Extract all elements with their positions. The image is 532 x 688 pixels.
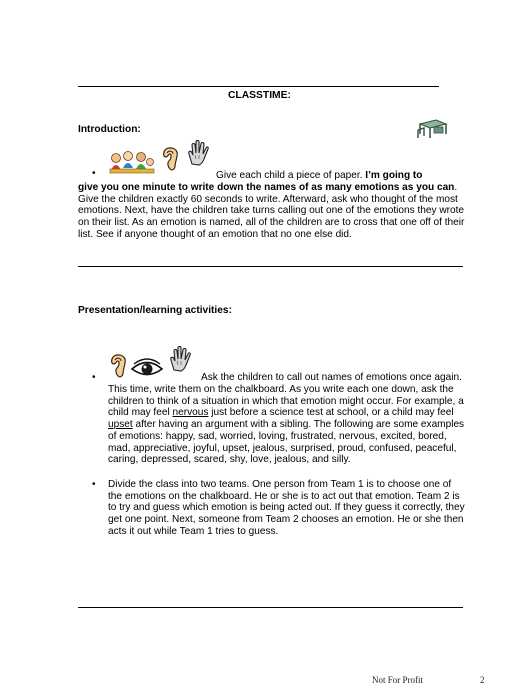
top-rule	[78, 86, 439, 87]
presentation-bullet-1: •	[92, 372, 96, 383]
text-line	[78, 182, 464, 194]
text-line: of emotions: happy, sad, worried, loving, frustrated, nervous, excited, bored,	[108, 430, 447, 442]
intro-paragraph	[78, 182, 464, 241]
underlined-word: nervous	[172, 407, 209, 419]
text-line	[108, 407, 464, 419]
text-span: just before a science test at school, or a child may feel	[208, 407, 454, 419]
text-line: caring, depressed, scared, shy, love, jealous, and silly.	[108, 454, 351, 466]
text-line: Divide the class into two teams. One person from Team 1 is to choose one of	[108, 479, 452, 490]
hand-icon	[168, 346, 192, 372]
text-line: acts it out while Team 1 tries to guess.	[108, 525, 279, 537]
text-line: mad, appreciative, joyful, upset, jealous, surprised, proud, confused, peaceful,	[108, 442, 457, 454]
intro-period: .	[454, 182, 458, 193]
hand-icon	[186, 140, 210, 166]
presentation-first-line: Ask the children to call out names of emotions once again.	[201, 372, 462, 383]
intro-bold-text: I’m going to	[365, 170, 423, 181]
text-line: emotions. Next, have the children take turns calling out one of the emotions they wrote	[78, 205, 465, 217]
intro-first-line	[216, 170, 422, 182]
underlined-word: upset	[108, 419, 133, 431]
intro-bullet: •	[92, 168, 96, 179]
presentation-paragraph-2	[108, 479, 465, 538]
text-span: child may feel	[108, 407, 173, 419]
text-line: children to think of a situation in which that emotion might occur. For example, a	[108, 395, 464, 407]
ear-icon	[160, 146, 180, 172]
presentation-paragraph-1	[108, 384, 464, 466]
text-line: This time, write them on the chalkboard. As you write each one down, ask the	[108, 384, 454, 395]
text-line: Give the children exactly 60 seconds to write. Afterward, ask who thought of the most	[78, 193, 458, 205]
text-line: the emotions on the chalkboard. He or she is to act out that emotion. Team 2 is	[108, 490, 460, 502]
ear-icon	[108, 352, 128, 380]
text-span: after having an argument with a sibling. The following are some examples	[132, 419, 465, 431]
footer-note: Not For Profit	[372, 675, 424, 685]
text-line: on their list. As an emotion is named, all of the children are to cross that one off of their	[78, 217, 465, 229]
text-line: list. See if anyone thought of an emotion that no one else did.	[78, 228, 352, 240]
page-title: CLASSTIME:	[228, 90, 291, 101]
desk-icon	[416, 116, 448, 142]
section-rule-1	[78, 266, 463, 267]
text-line: get one point. Next, someone from Team 2 chooses an emotion. He or she then	[108, 514, 464, 526]
intro-text: Give each child a piece of paper.	[216, 170, 366, 181]
children-icon	[108, 150, 156, 176]
page-number: 2	[480, 675, 485, 685]
section-rule-2	[78, 607, 463, 608]
presentation-heading: Presentation/learning activities:	[78, 305, 232, 316]
eye-icon	[130, 358, 164, 380]
presentation-bullet-2: •	[92, 479, 96, 490]
introduction-heading: Introduction:	[78, 124, 141, 135]
text-line: to try and guess which emotion is being acted out. If they guess it correctly, they	[108, 502, 465, 514]
intro-bold-line: give you one minute to write down the names of as many emotions as you can	[78, 182, 455, 193]
text-line	[108, 419, 464, 431]
